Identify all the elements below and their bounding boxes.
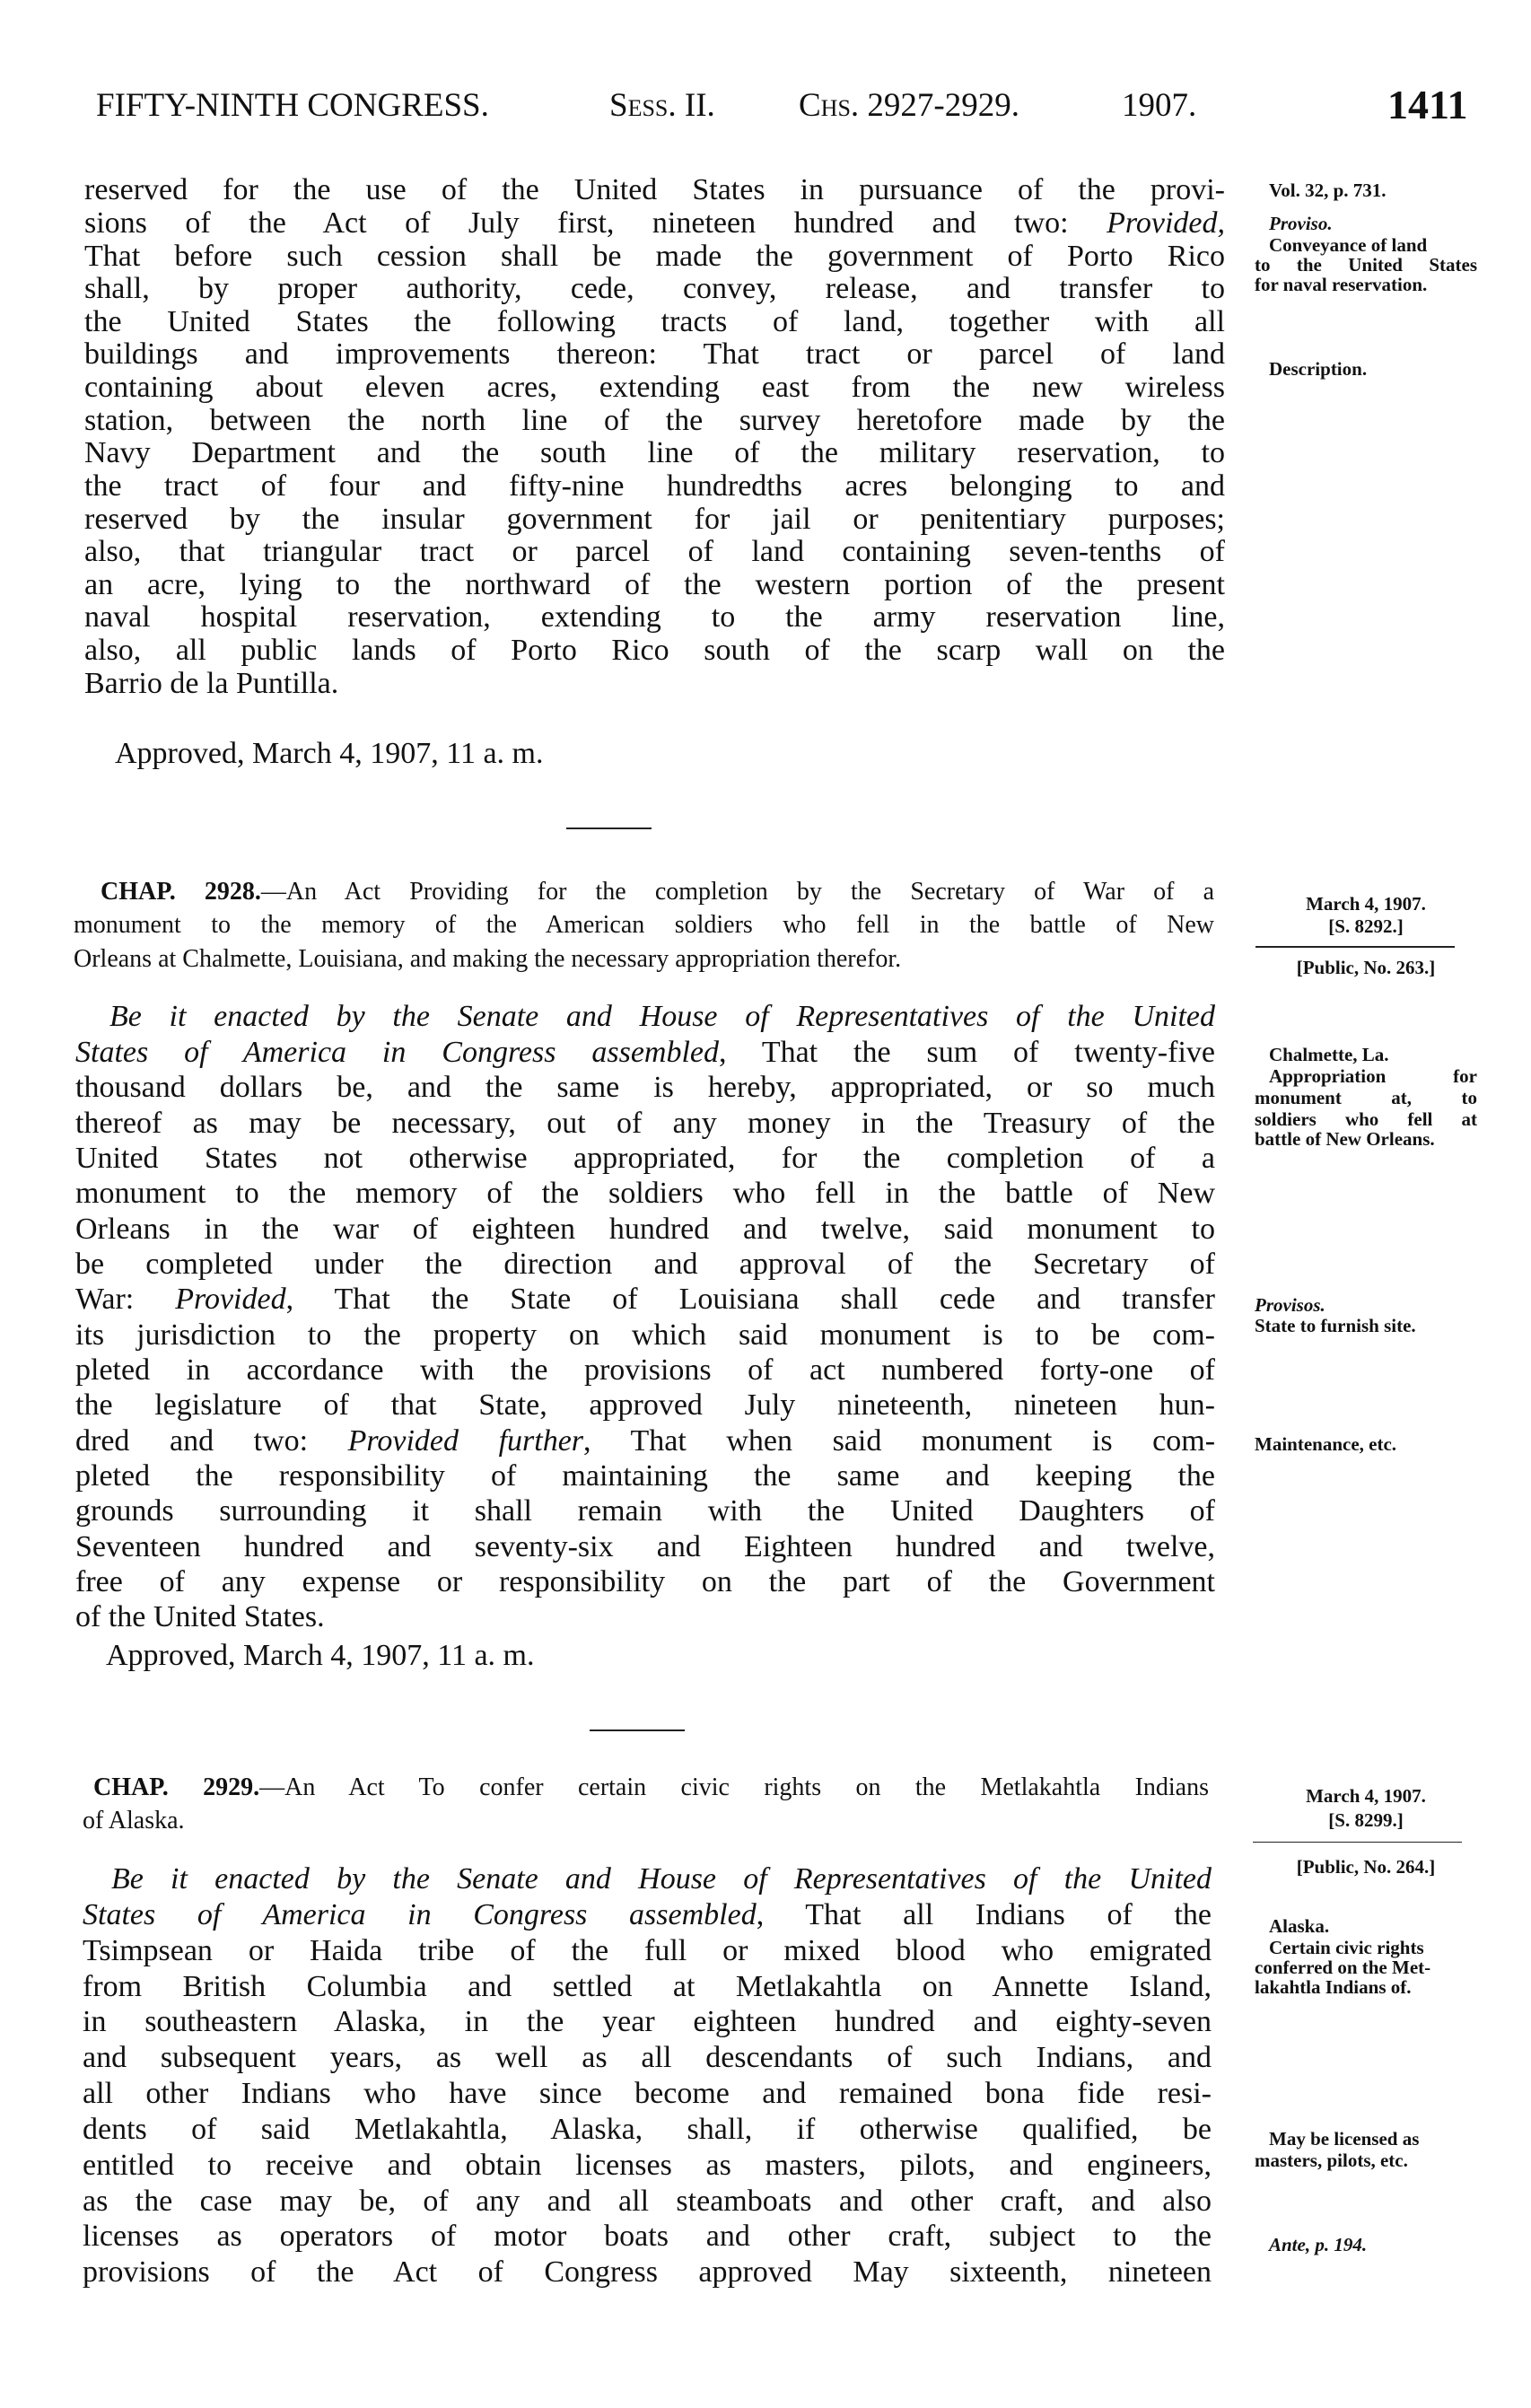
margin-note: for naval reservation. bbox=[1255, 274, 1428, 295]
section-divider bbox=[566, 827, 652, 829]
page-number: 1411 bbox=[1387, 82, 1468, 127]
chap2928-body-line bbox=[75, 1106, 1215, 1142]
margin-note: to the United States bbox=[1255, 254, 1477, 276]
text-run: Navy Department and the south line of the military reservation, to bbox=[84, 436, 1225, 469]
chap2928-body-line bbox=[75, 1318, 1215, 1353]
text-run: Orleans at Chalmette, Louisiana, and making the necessary appropriation therefor. bbox=[74, 945, 902, 973]
text-run: Barrio de la Puntilla. bbox=[84, 667, 339, 700]
sec1-line bbox=[84, 502, 1225, 538]
chapter-number: CHAP. 2928. bbox=[101, 878, 261, 906]
chap2928-body-line bbox=[75, 1458, 1215, 1494]
italic-text: Provided, bbox=[1107, 206, 1225, 240]
italic-text: Be it enacted by the Senate and House of Representatives of the United bbox=[111, 1862, 1212, 1896]
chap2928-title-line bbox=[101, 874, 1214, 910]
chap2928-body-line bbox=[75, 1564, 1215, 1600]
sec1-line bbox=[84, 239, 1225, 275]
chap2929-body-line bbox=[83, 2184, 1212, 2220]
margin-note: Provisos. bbox=[1255, 1294, 1325, 1316]
text-run: its jurisdiction to the property on which said monument is to be com- bbox=[75, 1318, 1215, 1352]
text-run: an acre, lying to the northward of the western portion of the present bbox=[84, 568, 1225, 601]
margin-note: masters, pilots, etc. bbox=[1255, 2150, 1408, 2171]
margin-rule bbox=[1255, 946, 1455, 948]
chap2928-body-line bbox=[75, 1388, 1215, 1423]
text-run: the tract of four and fifty-nine hundredths acres belonging to and bbox=[84, 469, 1225, 503]
text-run: , That all Indians of the bbox=[756, 1898, 1212, 1931]
margin-note: conferred on the Met- bbox=[1255, 1957, 1431, 1978]
text-run: be completed under the direction and approval of the Secretary of bbox=[75, 1248, 1215, 1281]
chap2928-body-line bbox=[75, 1141, 1215, 1177]
margin-note: [S. 8299.] bbox=[1328, 1809, 1404, 1831]
text-run: containing about eleven acres, extending east from the new wireless bbox=[84, 371, 1225, 404]
text-run: station, between the north line of the survey heretofore made by the bbox=[84, 404, 1225, 437]
sec1-line bbox=[84, 403, 1225, 439]
sec1-line bbox=[84, 370, 1225, 406]
margin-note: battle of New Orleans. bbox=[1255, 1128, 1435, 1150]
text-run: , That when said monument is com- bbox=[583, 1424, 1216, 1458]
sec1-line bbox=[84, 468, 1225, 504]
sec1-line bbox=[84, 435, 1225, 471]
margin-note: Proviso. bbox=[1269, 213, 1333, 234]
chap2928-body-line bbox=[75, 1493, 1215, 1529]
text-run: thousand dollars be, and the same is hereby, appropriated, or so much bbox=[75, 1071, 1215, 1104]
margin-note: [Public, No. 263.] bbox=[1296, 957, 1436, 978]
text-run: , That the State of Louisiana shall cede and transfer bbox=[285, 1283, 1215, 1316]
running-head-session: Sess. II. bbox=[609, 87, 715, 124]
text-run: Approved, March 4, 1907, 11 a. m. bbox=[106, 1639, 535, 1672]
margin-note: Alaska. bbox=[1269, 1915, 1330, 1937]
chap2928-title-line bbox=[74, 907, 1214, 943]
text-run: from British Columbia and settled at Metlakahtla on Annette Island, bbox=[83, 1970, 1212, 2003]
sec1-line bbox=[84, 304, 1225, 340]
text-run: That before such cession shall be made the government of Porto Rico bbox=[84, 240, 1225, 273]
italic-text: Be it enacted by the Senate and House of Representatives of the United bbox=[109, 1000, 1215, 1033]
chap2929-title-line bbox=[93, 1770, 1209, 1806]
text-run: shall, by proper authority, cede, convey, release, and transfer to bbox=[84, 272, 1225, 305]
text-run: thereof as may be necessary, out of any money in the Treasury of the bbox=[75, 1107, 1215, 1140]
chap2929-title-line bbox=[83, 1803, 1209, 1839]
chap2928-body-line bbox=[109, 999, 1215, 1035]
chap2929-body-line bbox=[83, 1933, 1212, 1969]
chap2929-body-line bbox=[83, 2148, 1212, 2184]
chap2929-body-line bbox=[111, 1861, 1212, 1897]
text-run: pleted the responsibility of maintaining the same and keeping the bbox=[75, 1459, 1215, 1493]
margin-note: Conveyance of land bbox=[1269, 234, 1428, 256]
sec1-line bbox=[84, 567, 1225, 603]
margin-note: Ante, p. 194. bbox=[1269, 2234, 1368, 2255]
margin-rule bbox=[1253, 1842, 1462, 1843]
chap2929-body-line bbox=[83, 2076, 1212, 2112]
text-run: dents of said Metlakahtla, Alaska, shall, if otherwise qualified, be bbox=[83, 2113, 1212, 2146]
text-run: the legislature of that State, approved July nineteenth, nineteen hun- bbox=[75, 1388, 1215, 1422]
chap2929-body-line bbox=[83, 2112, 1212, 2148]
margin-note: lakahtla Indians of. bbox=[1255, 1976, 1412, 1998]
text-run: United States not otherwise appropriated, for the completion of a bbox=[75, 1142, 1215, 1175]
chap2929-body-line bbox=[83, 2004, 1212, 2040]
chap2929-body-line bbox=[83, 1969, 1212, 2005]
sec1-line bbox=[84, 600, 1225, 635]
chap2928-body-line bbox=[75, 1035, 1215, 1071]
chap2928-body-line bbox=[75, 1423, 1215, 1459]
sec1-line bbox=[84, 172, 1225, 208]
text-run: —An Act Providing for the completion by the Secretary of War of a bbox=[260, 878, 1214, 906]
text-run: the United States the following tracts of land, together with all bbox=[84, 305, 1225, 338]
text-run: dred and two: bbox=[75, 1424, 348, 1458]
sec1-line bbox=[84, 666, 1225, 702]
text-run: reserved by the insular government for jail or penitentiary purposes; bbox=[84, 503, 1225, 536]
sec1-line bbox=[84, 337, 1225, 372]
section-divider bbox=[590, 1729, 685, 1731]
text-run: entitled to receive and obtain licenses as masters, pilots, and engineers, bbox=[83, 2149, 1212, 2182]
chap2929-body-line bbox=[83, 2219, 1212, 2255]
margin-note: March 4, 1907. bbox=[1306, 893, 1426, 915]
text-run: monument to the memory of the American soldiers who fell in the battle of New bbox=[74, 911, 1214, 939]
margin-note: monument at, to bbox=[1255, 1087, 1477, 1108]
sec1-line bbox=[84, 534, 1225, 570]
chap2928-body-line bbox=[75, 1212, 1215, 1248]
text-run: licenses as operators of motor boats and other craft, subject to the bbox=[83, 2220, 1212, 2253]
margin-note: [Public, No. 264.] bbox=[1296, 1856, 1436, 1878]
text-run: —An Act To confer certain civic rights on the Metlakahtla Indians bbox=[259, 1773, 1210, 1801]
margin-note: State to furnish site. bbox=[1255, 1315, 1416, 1336]
text-run: in southeastern Alaska, in the year eighteen hundred and eighty-seven bbox=[83, 2005, 1212, 2038]
chap2928-body-line bbox=[75, 1353, 1215, 1388]
margin-note: Certain civic rights bbox=[1269, 1937, 1424, 1958]
text-run: reserved for the use of the United States in pursuance of the provi- bbox=[84, 173, 1225, 206]
sec1-line bbox=[84, 271, 1225, 307]
chap2928-body-line bbox=[75, 1282, 1215, 1318]
margin-note: March 4, 1907. bbox=[1306, 1785, 1426, 1807]
margin-note: Maintenance, etc. bbox=[1255, 1433, 1397, 1455]
margin-note: [S. 8292.] bbox=[1328, 915, 1404, 937]
sec1-line bbox=[84, 206, 1225, 241]
text-run: buildings and improvements thereon: That tract or parcel of land bbox=[84, 337, 1225, 371]
italic-text: States of America in Congress assembled bbox=[75, 1036, 720, 1069]
chap2928-body-line bbox=[75, 1070, 1215, 1106]
text-run: provisions of the Act of Congress approved May sixteenth, nineteen bbox=[83, 2255, 1212, 2289]
italic-text: States of America in Congress assembled bbox=[83, 1898, 757, 1931]
margin-note: soldiers who fell at bbox=[1255, 1108, 1477, 1130]
text-run: pleted in accordance with the provisions of act numbered forty-one of bbox=[75, 1353, 1215, 1387]
text-run: War: bbox=[75, 1283, 176, 1316]
text-run: of Alaska. bbox=[83, 1807, 185, 1834]
chap2929-body-line bbox=[83, 1897, 1212, 1933]
text-run: grounds surrounding it shall remain with the United Daughters of bbox=[75, 1494, 1215, 1528]
text-run: naval hospital reservation, extending to the army reservation line, bbox=[84, 600, 1225, 634]
text-run: monument to the memory of the soldiers who fell in the battle of New bbox=[75, 1177, 1215, 1210]
text-run: all other Indians who have since become and remained bona fide resi- bbox=[83, 2077, 1212, 2110]
text-run: of the United States. bbox=[75, 1600, 325, 1633]
italic-text: Provided bbox=[175, 1283, 286, 1316]
text-run: Approved, March 4, 1907, 11 a. m. bbox=[115, 737, 544, 770]
text-run: also, all public lands of Porto Rico south of the scarp wall on the bbox=[84, 634, 1225, 667]
chap2928-body-line bbox=[75, 1176, 1215, 1212]
running-head-chapters: Chs. 2927-2929. bbox=[799, 87, 1019, 124]
text-run: as the case may be, of any and all steamboats and other craft, and also bbox=[83, 2185, 1212, 2218]
sec1-line bbox=[84, 633, 1225, 669]
text-run: sions of the Act of July first, nineteen hundred and two: bbox=[84, 206, 1107, 240]
chap2928-body-line bbox=[75, 1247, 1215, 1283]
text-run: and subsequent years, as well as all descendants of such Indians, and bbox=[83, 2041, 1212, 2074]
text-run: Seventeen hundred and seventy-six and Eighteen hundred and twelve, bbox=[75, 1530, 1215, 1563]
chap2929-body-line bbox=[83, 2040, 1212, 2076]
chap2928-body-line bbox=[75, 1529, 1215, 1565]
chapter-number: CHAP. 2929. bbox=[93, 1773, 260, 1801]
chap2929-body-line bbox=[83, 2255, 1212, 2290]
running-head-congress: FIFTY-NINTH CONGRESS. bbox=[96, 87, 489, 124]
running-head-year: 1907. bbox=[1122, 87, 1197, 124]
margin-note: Chalmette, La. bbox=[1269, 1044, 1389, 1065]
text-run: free of any expense or responsibility on the part of the Government bbox=[75, 1565, 1215, 1598]
text-run: Tsimpsean or Haida tribe of the full or mixed blood who emigrated bbox=[83, 1934, 1212, 1967]
italic-text: Provided further bbox=[347, 1424, 584, 1458]
text-run: also, that triangular tract or parcel of land containing seven-tenths of bbox=[84, 535, 1225, 568]
text-run: , That the sum of twenty-five bbox=[719, 1036, 1215, 1069]
margin-note: Description. bbox=[1269, 358, 1368, 380]
margin-note: Appropriation for bbox=[1269, 1065, 1477, 1087]
margin-note: May be licensed as bbox=[1269, 2128, 1420, 2150]
approved2-line bbox=[106, 1638, 644, 1674]
approved1-line bbox=[115, 736, 653, 772]
text-run: Orleans in the war of eighteen hundred and twelve, said monument to bbox=[75, 1213, 1215, 1246]
margin-note: Vol. 32, p. 731. bbox=[1269, 180, 1387, 201]
chap2928-title-line bbox=[74, 941, 1214, 977]
chap2928-body-line bbox=[75, 1599, 1215, 1635]
